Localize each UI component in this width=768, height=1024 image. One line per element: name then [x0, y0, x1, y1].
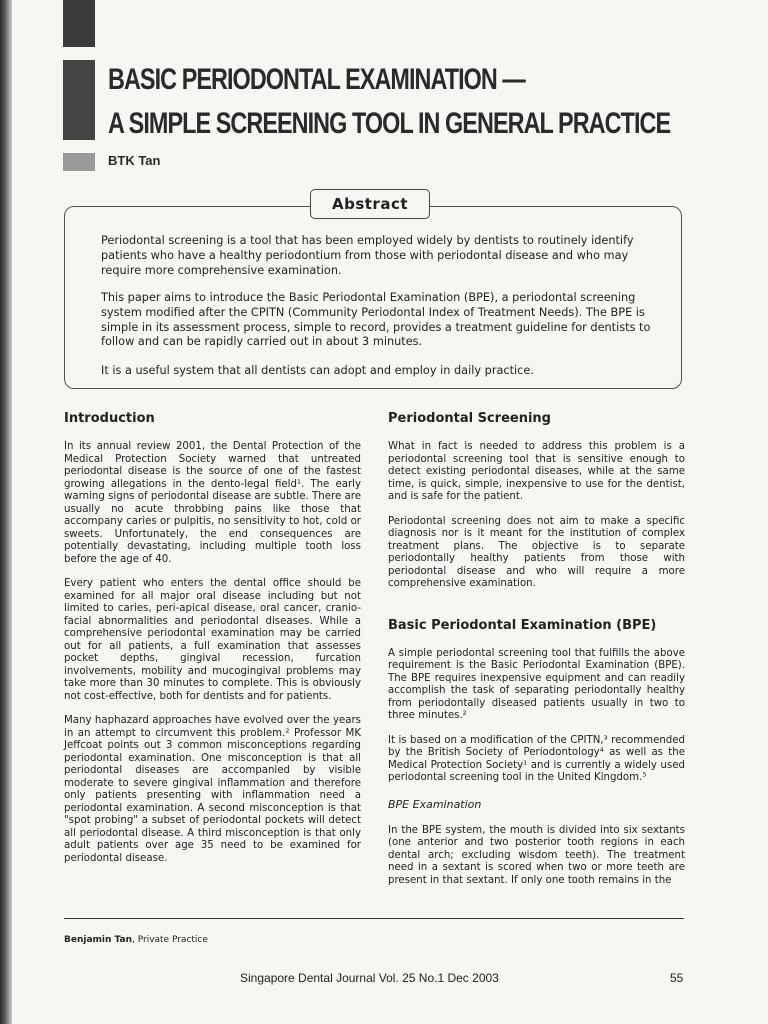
title-line-2: A SIMPLE SCREENING TOOL IN GENERAL PRACTICE [108, 107, 671, 140]
introduction-paragraph-2: Every patient who enters the dental office should be examined for all major oral disease including but not limited to caries, peri-apical disease, oral cancer, cranio-facial abnormalities and periodontal diseases. While a comprehensive periodontal examination may be carried out for all patients, a full examination that assesses pocket depths, gingival recession, furcation involvements, mobility and mucogingival problems may take more than 30 minutes to complete. This is obviously not cost-effective, both for dentists and for patients. [64, 578, 361, 702]
title-line-1: BASIC PERIODONTAL EXAMINATION — [108, 63, 525, 96]
bpe-paragraph-2: It is based on a modification of the CPITN,³ recommended by the British Society of Periodontology⁴ as well as the Medical Protection Society¹ and is currently a widely used periodontal screening tool in the United Kingdom.⁵ [388, 734, 685, 783]
author-affiliation [64, 935, 208, 945]
introduction-paragraph-3: Many haphazard approaches have evolved over the years in an attempt to circumvent this problem.² Professor MK Jeffcoat points out 3 common misconceptions regarding periodontal examination. One misconception is that all periodontal diseases are accompanied by visible moderate to severe gingival inflammation and therefore only patients presenting with inflammation need a periodontal examination. A second misconception is that "spot probing" a subset of periodontal pockets will detect all periodontal disease. A third misconception is that only adult patients over age 35 need to be examined for periodontal disease. [64, 715, 361, 864]
journal-citation: Singapore Dental Journal Vol. 25 No.1 Dec 2003 [240, 971, 499, 985]
abstract-paragraph-3: It is a useful system that all dentists can adopt and employ in daily practice. [101, 364, 534, 377]
article-title [108, 58, 671, 146]
left-column [64, 410, 361, 865]
introduction-heading: Introduction [64, 411, 155, 426]
title-decorative-bar [63, 60, 95, 140]
author-name: BTK Tan [108, 153, 161, 168]
abstract-label: Abstract [331, 195, 409, 213]
author-decorative-bar [63, 153, 95, 171]
right-column [388, 410, 685, 887]
screening-heading: Periodontal Screening [388, 411, 551, 426]
abstract-label-box [310, 189, 430, 219]
abstract-paragraph-1: Periodontal screening is a tool that has been employed widely by dentists to routinely identify patients who have a healthy periodontium from those with periodontal disease and who may require more comprehensive examination. [101, 234, 634, 277]
affiliation-name: Benjamin Tan [64, 935, 132, 945]
footer-rule [64, 918, 684, 919]
bpe-examination-subheading: BPE Examination [388, 797, 482, 811]
bpe-paragraph-3: In the BPE system, the mouth is divided into six sextants (one anterior and two posterior tooth regions in each dental arch; excluding wisdom teeth). The treatment need in a sextant is scored when two or more teeth are present in that sextant. If only one tooth remains in the [388, 824, 685, 886]
page-spine-shadow [0, 0, 12, 1024]
bpe-heading: Basic Periodontal Examination (BPE) [388, 617, 657, 633]
introduction-paragraph-1: In its annual review 2001, the Dental Protection of the Medical Protection Society warned that untreated periodontal disease is the source of one of the fastest growing allegations in the dento-legal field¹. The early warning signs of periodontal disease are subtle. There are usually no acute throbbing pains like those that accompany caries or pulpitis, no sensitivity to hot, cold or sweets. Unfortunately, the end consequences are potentially devastating, including multiple tooth loss before the age of 40. [64, 441, 361, 565]
abstract-paragraph-2: This paper aims to introduce the Basic Periodontal Examination (BPE), a periodontal screening system modified after the CPITN (Community Periodontal Index of Treatment Needs). The BPE is simple in its assessment process, simple to record, provides a treatment guideline for dentists to follow and can be rapidly carried out in about 3 minutes. [101, 291, 651, 349]
bpe-paragraph-1: A simple periodontal screening tool that fulfills the above requirement is the Basic Periodontal Examination (BPE). The BPE requires inexpensive equipment and can readily accomplish the task of separating periodontally healthy from periodontally diseased patients usually in two to three minutes.² [388, 647, 685, 721]
top-decorative-tab [63, 0, 95, 47]
page-number: 55 [670, 971, 684, 985]
affiliation-role: , Private Practice [132, 935, 208, 945]
screening-paragraph-1: What in fact is needed to address this problem is a periodontal screening tool that is sensitive enough to detect existing periodontal diseases, while at the same time, is quick, simple, inexpensive to use for the dentist, and is safe for the patient. [388, 441, 685, 502]
screening-paragraph-2: Periodontal screening does not aim to make a specific diagnosis nor is it meant for the institution of complex treatment plans. The objective is to separate periodontally healthy patients from those with periodontal disease and who will require a more comprehensive examination. [388, 515, 685, 589]
